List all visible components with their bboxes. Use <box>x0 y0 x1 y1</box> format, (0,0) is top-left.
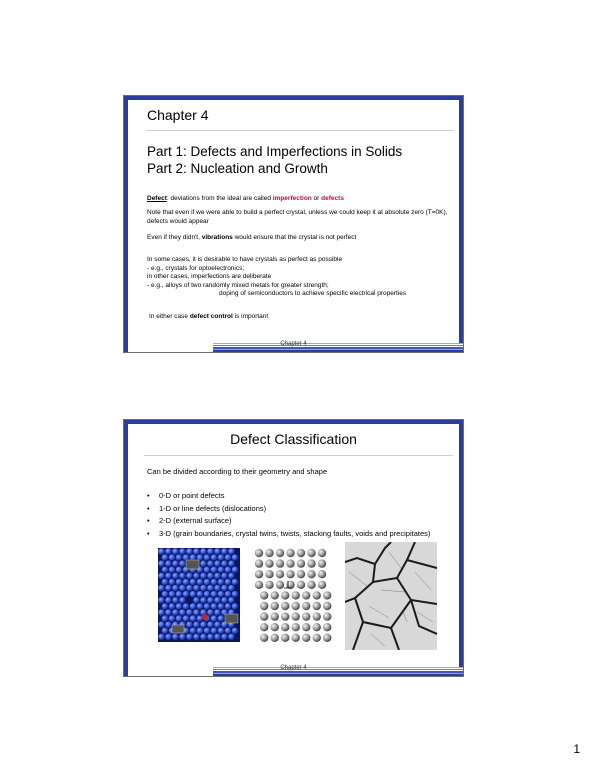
lattice-atom <box>318 570 326 578</box>
lattice-atom <box>165 609 172 616</box>
lattice-atom <box>190 579 197 586</box>
lattice-atom <box>214 634 221 641</box>
lattice-atom <box>158 621 165 628</box>
lattice-atom <box>276 559 284 567</box>
classification-intro: Can be divided according to their geometry and shape <box>147 467 328 476</box>
lattice-atom <box>214 609 221 616</box>
lattice-atom <box>228 573 235 580</box>
list-item: • 3-D (grain boundaries, crystal twins, twists, stacking faults, voids and precipitates) <box>147 528 431 538</box>
lattice-atom <box>169 591 176 598</box>
lattice-atom <box>307 549 315 557</box>
bullet-marker: • <box>147 503 150 513</box>
lattice-atom <box>292 612 300 620</box>
slide-top-bar <box>124 420 463 424</box>
lattice-atom <box>200 585 207 592</box>
lattice-atom <box>228 585 235 592</box>
lattice-atom <box>169 603 176 610</box>
term-defect-control: defect control <box>189 313 233 320</box>
line-some-cases: In some cases, it is desirable to have crystals as perfect as possible <box>147 256 343 263</box>
lattice-atom <box>183 603 190 610</box>
lattice-atom <box>297 570 305 578</box>
defect-definition <box>147 195 449 204</box>
lattice-atom <box>204 567 211 574</box>
lattice-atom <box>190 603 197 610</box>
word-or: or <box>311 195 322 202</box>
cases-paragraph <box>147 256 449 299</box>
lattice-atom <box>318 581 326 589</box>
lattice-atom <box>179 634 186 641</box>
lattice-atom <box>232 591 239 598</box>
lattice-atom <box>232 603 239 610</box>
lattice-atom <box>211 628 218 635</box>
defect-label-box <box>225 614 238 623</box>
lattice-atom <box>221 634 228 641</box>
lattice-atom <box>200 597 207 604</box>
defect-def-text: : deviations from the ideal are called <box>166 195 273 202</box>
lattice-atom <box>218 628 225 635</box>
either-post: is important <box>232 313 269 320</box>
term-imperfection: imperfection <box>272 195 312 202</box>
lattice-atom <box>211 554 218 561</box>
slide-subtitle-part2: Part 2: Nucleation and Growth <box>147 161 328 176</box>
lattice-atom <box>190 591 197 598</box>
lattice-atom <box>207 548 214 555</box>
lattice-atom <box>193 621 200 628</box>
lattice-atom <box>276 549 284 557</box>
lattice-atom <box>158 560 165 567</box>
lattice-atom <box>204 628 211 635</box>
lattice-atom <box>172 548 179 555</box>
lattice-atom <box>302 591 310 599</box>
lattice-atom <box>265 559 273 567</box>
lattice-atom <box>197 579 204 586</box>
grain-micrograph-image <box>345 542 437 650</box>
lattice-atom <box>204 554 211 561</box>
lattice-atom <box>165 621 172 628</box>
term-defects: defects <box>321 195 344 202</box>
lattice-atom <box>211 591 218 598</box>
lattice-atom <box>211 579 218 586</box>
lattice-atom <box>165 573 172 580</box>
lattice-atom <box>265 570 273 578</box>
list-item: • 0-D or point defects <box>147 491 225 500</box>
lattice-atom <box>271 623 279 631</box>
lattice-atom <box>172 585 179 592</box>
lattice-atom <box>228 634 235 641</box>
lattice-atom <box>218 591 225 598</box>
lattice-atom <box>179 548 186 555</box>
defect-label-box <box>186 560 199 569</box>
lattice-atom <box>302 623 310 631</box>
lattice-atom <box>221 560 228 567</box>
lattice-atom <box>207 560 214 567</box>
lattice-atom <box>232 567 239 574</box>
lattice-atom <box>186 573 193 580</box>
lattice-atom <box>271 634 279 642</box>
lattice-atom <box>186 585 193 592</box>
gray-lattice-image <box>254 548 334 646</box>
lattice-atom <box>207 573 214 580</box>
lattice-atom <box>214 585 221 592</box>
defect-term: Defect <box>147 195 167 202</box>
lattice-atom <box>307 559 315 567</box>
lattice-atom <box>313 612 321 620</box>
lattice-atom <box>260 602 268 610</box>
slide-top-bar <box>124 96 463 100</box>
lattice-atom <box>162 603 169 610</box>
lattice-atom <box>207 597 214 604</box>
lattice-atom <box>207 585 214 592</box>
term-vibrations: vibrations <box>201 234 233 241</box>
lattice-atom <box>190 615 197 622</box>
lattice-atom <box>225 554 232 561</box>
lattice-atom <box>158 585 165 592</box>
slide-title: Defect Classification <box>230 431 357 447</box>
lattice-atom <box>271 612 279 620</box>
note-paragraph: Note that even if we were able to build a perfect crystal, unless we could keep it at absolute zero (T=0K), defects would appear <box>147 209 448 225</box>
slide-footer: Chapter 4 <box>280 341 307 347</box>
lattice-atom <box>158 609 165 616</box>
lattice-atom <box>193 573 200 580</box>
lattice-atom <box>271 591 279 599</box>
classification-list <box>147 491 447 541</box>
lattice-atom <box>207 634 214 641</box>
lattice-atom <box>221 548 228 555</box>
lattice-atom <box>323 634 331 642</box>
lattice-atom <box>286 559 294 567</box>
lattice-atom <box>214 548 221 555</box>
lattice-atom <box>172 609 179 616</box>
lattice-atom <box>190 628 197 635</box>
lattice-atom <box>197 591 204 598</box>
lattice-atom <box>232 554 239 561</box>
lattice-atom <box>214 597 221 604</box>
line-other-cases: in other cases, imperfections are deliberate <box>147 273 272 280</box>
lattice-atom <box>158 634 165 641</box>
lattice-atom <box>225 603 232 610</box>
slide-right-bar <box>459 420 463 676</box>
title-divider <box>144 455 453 456</box>
lattice-atom <box>200 634 207 641</box>
lattice-atom <box>260 623 268 631</box>
slide-left-bar <box>124 96 128 352</box>
lattice-atom <box>193 597 200 604</box>
lattice-atom <box>302 602 310 610</box>
lattice-atom <box>313 634 321 642</box>
lattice-atom <box>218 579 225 586</box>
lattice-atom <box>307 570 315 578</box>
bullet-marker: • <box>147 528 150 538</box>
lattice-atom <box>186 609 193 616</box>
lattice-atom <box>158 597 165 604</box>
lattice-atom <box>281 612 289 620</box>
lattice-atom <box>200 560 207 567</box>
lattice-atom <box>200 573 207 580</box>
lattice-atom <box>211 603 218 610</box>
lattice-atom <box>281 591 289 599</box>
lattice-atom <box>176 579 183 586</box>
lattice-atom <box>204 603 211 610</box>
lattice-atom <box>260 612 268 620</box>
list-item: • 1-D or line defects (dislocations) <box>147 503 267 513</box>
lattice-atom <box>286 549 294 557</box>
grain-boundary-figure <box>345 542 437 650</box>
lattice-atom <box>193 634 200 641</box>
lattice-atom <box>172 597 179 604</box>
defect-control-line <box>149 313 449 322</box>
interstitial-atom <box>202 614 208 620</box>
lattice-atom <box>165 560 172 567</box>
lattice-atom <box>204 591 211 598</box>
slide-title: Chapter 4 <box>147 107 209 123</box>
lattice-atom <box>313 623 321 631</box>
page-number: 1 <box>573 742 580 756</box>
blue-lattice-image <box>158 548 240 642</box>
lattice-atom <box>169 615 176 622</box>
lattice-atom <box>323 612 331 620</box>
lattice-atom <box>276 581 284 589</box>
lattice-atom <box>255 581 263 589</box>
lattice-atom <box>225 567 232 574</box>
lattice-atom <box>218 554 225 561</box>
slide-right-bar <box>459 96 463 352</box>
dislocation-figure <box>254 548 334 646</box>
lattice-atom <box>302 612 310 620</box>
lattice-atom <box>232 579 239 586</box>
lattice-atom <box>271 602 279 610</box>
lattice-atom <box>158 573 165 580</box>
lattice-atom <box>323 591 331 599</box>
lattice-atom <box>172 634 179 641</box>
lattice-atom <box>265 581 273 589</box>
lattice-atom <box>286 570 294 578</box>
lattice-atom <box>214 621 221 628</box>
lattice-atom <box>193 609 200 616</box>
lattice-atom <box>297 549 305 557</box>
lattice-atom <box>255 559 263 567</box>
lattice-atom <box>169 579 176 586</box>
bullet-marker: • <box>147 491 150 500</box>
lattice-atom <box>186 548 193 555</box>
lattice-atom <box>179 609 186 616</box>
line-example-2: - e.g., alloys of two randomly mixed metals for greater strength; <box>147 281 329 289</box>
lattice-atom <box>221 573 228 580</box>
lattice-atom <box>218 615 225 622</box>
lattice-atom <box>169 567 176 574</box>
vibrations-pre: Even if they didn't, <box>147 234 202 241</box>
lattice-atom <box>313 591 321 599</box>
lattice-atom <box>176 567 183 574</box>
lattice-atom <box>207 609 214 616</box>
slide-1 <box>123 95 464 353</box>
vibrations-post: would ensure that the crystal is not perfect <box>232 234 357 241</box>
slide-footer: Chapter 4 <box>280 665 307 671</box>
lattice-atom <box>197 603 204 610</box>
lattice-atom <box>179 573 186 580</box>
lattice-atom <box>260 591 268 599</box>
lattice-atom <box>260 634 268 642</box>
bullet-marker: • <box>147 516 150 525</box>
lattice-atom <box>176 554 183 561</box>
lattice-atom <box>292 634 300 642</box>
lattice-atom <box>172 573 179 580</box>
lattice-atom <box>218 567 225 574</box>
lattice-atom <box>318 559 326 567</box>
lattice-atom <box>307 581 315 589</box>
lattice-atom <box>255 549 263 557</box>
slide-left-bar <box>124 420 128 676</box>
lattice-atom <box>211 567 218 574</box>
lattice-atom <box>165 548 172 555</box>
lattice-atom <box>176 615 183 622</box>
lattice-atom <box>169 554 176 561</box>
lattice-atom <box>292 602 300 610</box>
lattice-atom <box>193 585 200 592</box>
lattice-atom <box>179 585 186 592</box>
lattice-atom <box>162 615 169 622</box>
lattice-atom <box>228 597 235 604</box>
lattice-atom <box>158 548 165 555</box>
lattice-atom <box>232 628 239 635</box>
lattice-atom <box>281 602 289 610</box>
lattice-atom <box>214 560 221 567</box>
lattice-atom <box>204 579 211 586</box>
lattice-atom <box>225 628 232 635</box>
lattice-atom <box>193 548 200 555</box>
lattice-atom <box>228 560 235 567</box>
lattice-atom <box>200 621 207 628</box>
lattice-atom <box>179 597 186 604</box>
lattice-atom <box>255 570 263 578</box>
lattice-atom <box>207 621 214 628</box>
lattice-atom <box>292 591 300 599</box>
lattice-atom <box>176 591 183 598</box>
lattice-atom <box>183 579 190 586</box>
lattice-atom <box>281 634 289 642</box>
lattice-atom <box>323 623 331 631</box>
lattice-atom <box>292 623 300 631</box>
lattice-atom <box>318 549 326 557</box>
lattice-atom <box>183 615 190 622</box>
lattice-atom <box>323 602 331 610</box>
line-doping: doping of semiconductors to achieve specific electrical properties <box>219 290 407 297</box>
lattice-atom <box>221 597 228 604</box>
lattice-atom <box>297 581 305 589</box>
lattice-atom <box>183 591 190 598</box>
slide-subtitle-part1: Part 1: Defects and Imperfections in Solids <box>147 144 403 159</box>
lattice-atom <box>297 559 305 567</box>
lattice-atom <box>228 548 235 555</box>
lattice-atom <box>265 549 273 557</box>
lattice-atom <box>165 634 172 641</box>
lattice-atom <box>225 579 232 586</box>
lattice-atom <box>225 591 232 598</box>
vibrations-paragraph <box>147 234 449 243</box>
slide-2 <box>123 419 464 677</box>
lattice-atom <box>162 579 169 586</box>
lattice-atom <box>165 585 172 592</box>
lattice-atom <box>186 634 193 641</box>
lattice-atom <box>162 567 169 574</box>
lattice-atom <box>276 570 284 578</box>
defect-label-box <box>172 625 184 633</box>
lattice-atom <box>302 634 310 642</box>
lattice-atom <box>313 602 321 610</box>
lattice-atom <box>172 560 179 567</box>
either-pre: In either case <box>149 313 190 320</box>
lattice-atom <box>162 628 169 635</box>
lattice-atom <box>197 628 204 635</box>
lattice-atom <box>176 603 183 610</box>
title-divider <box>147 130 453 131</box>
lattice-atom <box>211 615 218 622</box>
lattice-atom <box>165 597 172 604</box>
lattice-atom <box>218 603 225 610</box>
lattice-atom <box>162 591 169 598</box>
lattice-atom <box>179 560 186 567</box>
lattice-atom <box>221 585 228 592</box>
lattice-atom <box>214 573 221 580</box>
lattice-atom <box>186 621 193 628</box>
list-item: • 2-D (external surface) <box>147 516 232 525</box>
lattice-atom <box>200 548 207 555</box>
lattice-atom <box>281 623 289 631</box>
line-example-1: - e.g., crystals for optoelectronics; <box>147 264 245 272</box>
point-defect-figure <box>158 548 240 642</box>
lattice-atom <box>162 554 169 561</box>
